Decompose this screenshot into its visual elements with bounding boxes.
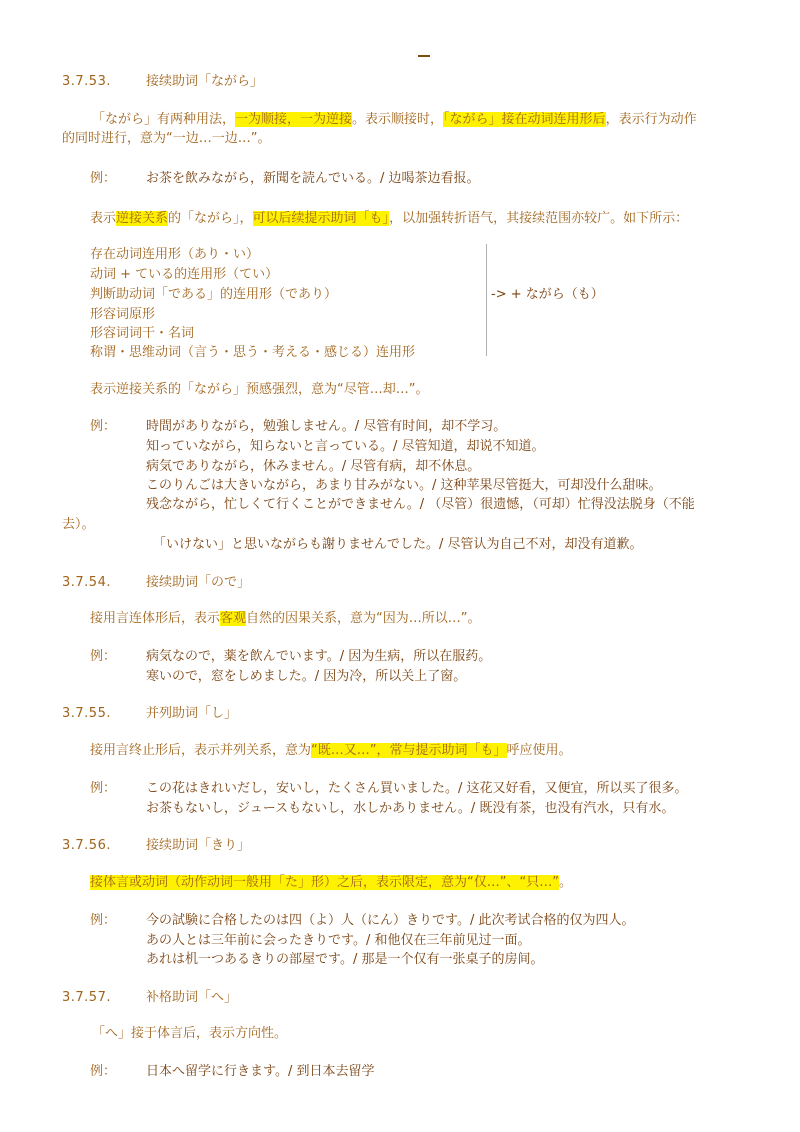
highlight: 逆接关系 [116,211,169,226]
example-label: 例： [90,913,117,928]
form-list-item: 形容词原形 [90,307,156,322]
paragraph-line: 表示逆接关系的「ながら」预感强烈，意为“尽管…却…”。 [90,382,429,397]
example-sentence: 時間がありながら，勉強しません。/ 尽管有时间，却不学习。 [146,419,507,434]
text-run: 接用言终止形后，表示并列关系，意为 [90,743,312,758]
highlight: “既…又…”， [311,743,390,758]
paragraph-line [90,871,572,890]
section-title: 接续助词「ので」 [146,575,251,590]
section-number: 3.7.57. [62,990,111,1005]
example-sentence: 病気なので，薬を飲んでいます。/ 因为生病，所以在服药。 [146,649,492,664]
example-label: 例： [90,649,117,664]
section-heading-3-7-57 [62,986,237,1005]
example-label: 例： [90,1064,117,1079]
example-sentence: お茶もないし，ジュースもないし，水しかありません。/ 既没有茶，也没有汽水，只有水。 [146,801,675,816]
section-number: 3.7.55. [62,706,111,721]
paragraph-line [90,607,481,626]
example-sentence: この花はきれいだし，安いし，たくさん買いました。/ 这花又好看，又便宜，所以买了很多。 [146,781,688,796]
text-run: 接用言连体形后，表示 [90,611,221,626]
highlight: 客观 [220,611,247,626]
section-heading-3-7-55 [62,702,237,721]
text-run: 的「ながら」， [168,211,253,226]
text-run: 自然的因果关系，意为“因为…所以…”。 [246,611,481,626]
form-list-item: 称谓・思维动词（言う・思う・考える・感じる）连用形 [90,345,416,360]
text-run: 呼应使用。 [506,743,572,758]
section-heading-3-7-54 [62,571,250,590]
section-heading-3-7-53 [62,70,263,89]
text-run: ，表示行为动作 [605,112,697,127]
example-label: 例： [90,781,117,796]
section-title: 补格助词「へ」 [146,990,238,1005]
text-run: 。表示顺接时， [352,112,444,127]
form-list-item: 存在动词连用形（あり・い） [90,247,260,262]
example-sentence: 知っていながら，知らないと言っている。/ 尽管知道，却说不知道。 [146,439,545,454]
example-sentence: 病気でありながら，休みません。/ 尽管有病，却不休息。 [146,459,481,474]
text-run: ，以加强转折语气，其接续范围亦较广。如下所示： [389,211,689,226]
section-title: 并列助词「し」 [146,706,238,721]
example-label: 例： [90,419,117,434]
paragraph-line [92,108,697,127]
highlight: 接体言或动词（动作动词一般用「た」形）之后，表示限定，意为“仅…”、“只…” [90,875,559,890]
highlight: 「ながら」接在动词连用形后 [443,112,606,127]
arrow-result: -> + ながら（も） [491,287,604,302]
example-sentence: あれは机一つあるきりの部屋です。/ 那是一个仅有一张桌子的房间。 [146,952,544,967]
highlight: 可以后续提示助词「も」 [252,211,390,226]
example-sentence: 「いけない」と思いながらも謝りませんでした。/ 尽管认为自己不对，却没有道歉。 [153,537,643,552]
example-sentence-wrap: 去）。 [62,517,95,532]
text-run: 「ながら」有两种用法， [92,112,236,127]
bracket-divider [486,244,487,356]
form-list-item: 动词 + ている的连用形（てい） [90,267,279,282]
example-sentence: 今の試験に合格したのは四（よ）人（にん）きりです。/ 此次考试合格的仅为四人。 [146,913,635,928]
text-run: 。 [558,875,572,890]
paragraph-line: 的同时进行，意为“一边…一边…”。 [62,131,271,146]
form-list-item: 形容词词干・名词 [90,326,195,341]
example-label: 例： [90,171,117,186]
section-number: 3.7.53. [62,74,111,89]
section-title: 接续助词「ながら」 [146,74,264,89]
paragraph-line [90,739,572,758]
page-top-mark [418,55,430,57]
example-sentence: 日本へ留学に行きます。/ 到日本去留学 [146,1064,375,1079]
form-list-item: 判断助动词「である」的连用形（であり） [90,287,338,302]
example-sentence: あの人とは三年前に会ったきりです。/ 和他仅在三年前见过一面。 [146,933,531,948]
section-title: 接续助词「きり」 [146,838,251,853]
paragraph-line [90,207,688,226]
section-heading-3-7-56 [62,834,250,853]
example-sentence: お茶を飲みながら，新聞を読んでいる。/ 边喝茶边看报。 [146,171,480,186]
example-sentence: 残念ながら，忙しくて行くことができません。/ （尽管）很遗憾，（可却）忙得没法脱身（不能 [146,497,695,512]
paragraph-line: 「へ」接于体言后，表示方向性。 [92,1026,288,1041]
section-number: 3.7.54. [62,575,111,590]
example-sentence: 寒いので，窓をしめました。/ 因为冷，所以关上了窗。 [146,669,467,684]
highlight: 一为顺接，一为逆接 [235,112,353,127]
example-sentence: このりんごは大きいながら，あまり甘みがない。/ 这种苹果尽管挺大，可却没什么甜味。 [146,478,662,493]
section-number: 3.7.56. [62,838,111,853]
highlight: 常与提示助词「も」 [389,743,507,758]
text-run: 表示 [90,211,117,226]
